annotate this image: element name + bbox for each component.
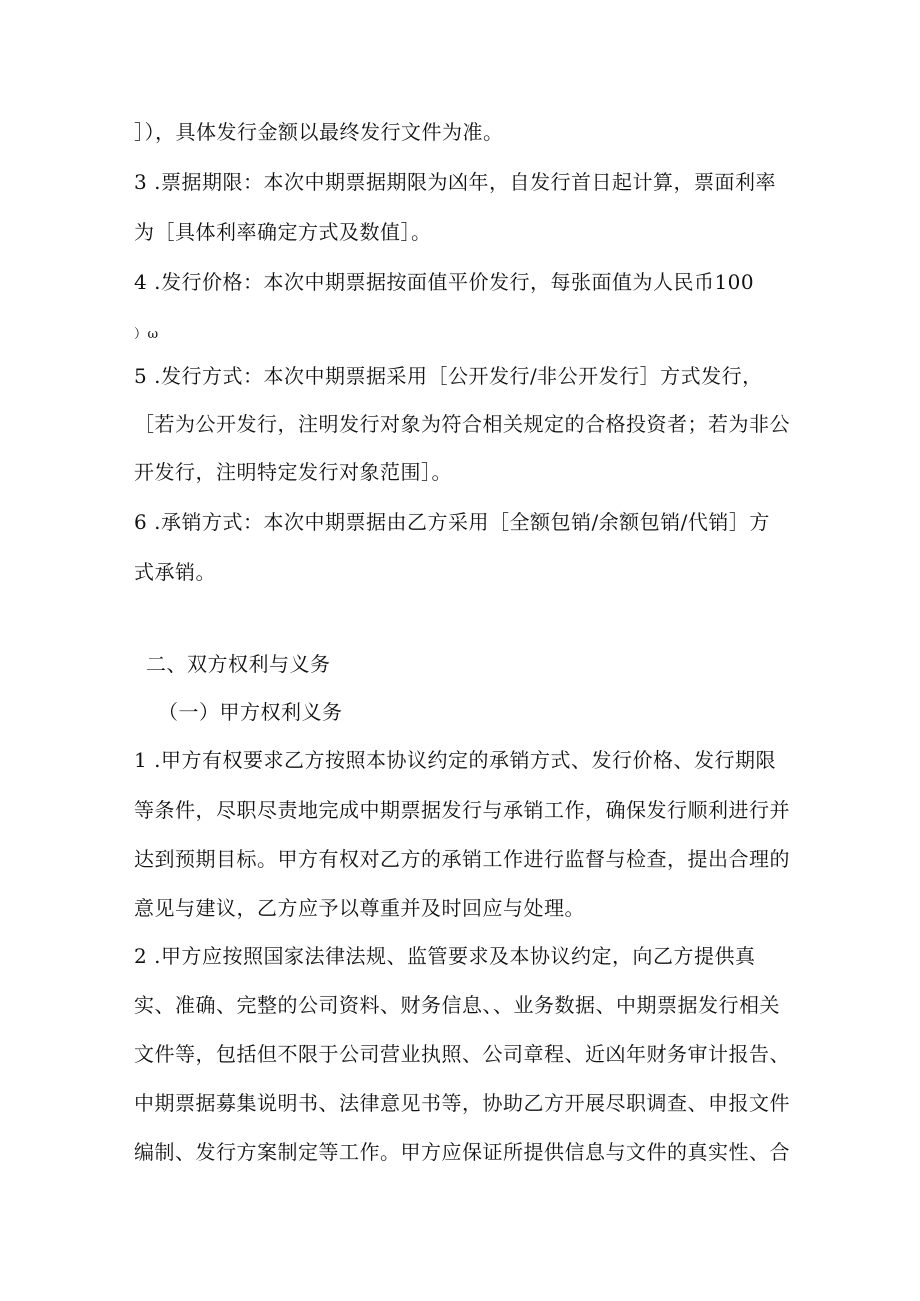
clause-4-line-1: 4 .发行价格：本次中期票据按面值平价发行，每张面值为人民币100 [134, 270, 755, 294]
item-2-line-1: 2 .甲方应按照国家法律法规、监管要求及本协议约定，向乙方提供真 [134, 944, 756, 968]
item-2-line-3: 文件等，包括但不限于公司营业执照、公司章程、近凶年财务审计报告、 [134, 1042, 790, 1066]
section-heading: 二、双方权利与义务 [146, 652, 331, 676]
item-1-line-2: 等条件，尽职尽责地完成中期票据发行与承销工作，确保发行顺利进行并 [134, 798, 790, 822]
item-2-line-4: 中期票据募集说明书、法律意见书等，协助乙方开展尽职调查、申报文件 [134, 1091, 790, 1115]
item-1-line-4: 意见与建议，乙方应予以尊重并及时回应与处理。 [134, 896, 585, 920]
item-2-line-5: 编制、发行方案制定等工作。甲方应保证所提供信息与文件的真实性、合 [134, 1140, 790, 1164]
subsection-heading: （一）甲方权利义务 [158, 700, 343, 724]
clause-4-line-2: ）ω [134, 327, 159, 342]
item-1-line-3: 达到预期目标。甲方有权对乙方的承销工作进行监督与检查，提出合理的 [134, 847, 790, 871]
clause-5-line-3: 开发行，注明特定发行对象范围］。 [134, 460, 452, 484]
clause-3-line-2: 为［具体利率确定方式及数值］。 [134, 220, 432, 244]
item-2-line-2: 实、准确、完整的公司资料、财务信息、、业务数据、中期票据发行相关 [134, 993, 780, 1017]
clause-6-line-2: 式承销。 [134, 560, 216, 584]
clause-3-line-1: 3 .票据期限：本次中期票据期限为凶年，自发行首日起计算，票面利率 [134, 170, 776, 194]
text-line: ］），具体发行金额以最终发行文件为准。 [134, 120, 504, 144]
clause-5-line-1: 5 .发行方式：本次中期票据采用［公开发行/非公开发行］方式发行， [134, 364, 763, 388]
clause-6-line-1: 6 .承销方式：本次中期票据由乙方采用［全额包销/余额包销/代销］方 [134, 510, 770, 534]
clause-5-line-2: ［若为公开发行，注明发行对象为符合相关规定的合格投资者；若为非公 [134, 412, 790, 436]
item-1-line-1: 1 .甲方有权要求乙方按照本协议约定的承销方式、发行价格、发行期限 [134, 748, 776, 772]
